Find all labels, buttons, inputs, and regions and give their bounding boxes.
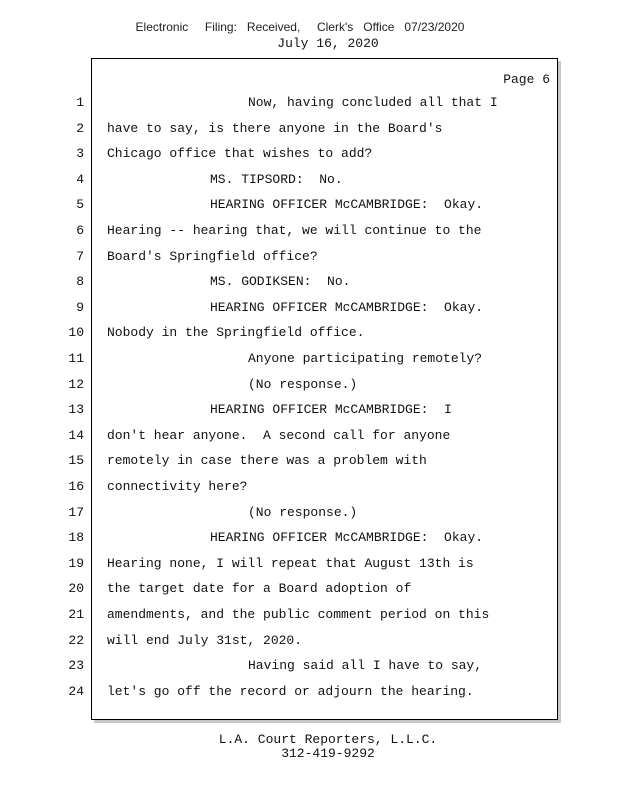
- transcript-line: Board's Springfield office?: [107, 249, 318, 264]
- transcript-line: HEARING OFFICER McCAMBRIDGE: Okay.: [210, 197, 484, 212]
- line-number: 11: [68, 351, 84, 366]
- transcript-line: HEARING OFFICER McCAMBRIDGE: Okay.: [210, 530, 484, 545]
- line-number: 14: [68, 428, 84, 443]
- transcript-line: the target date for a Board adoption of: [107, 581, 412, 596]
- line-number: 2: [76, 121, 84, 136]
- line-number: 22: [68, 633, 84, 648]
- line-number: 17: [68, 505, 84, 520]
- transcript-line: have to say, is there anyone in the Board's: [107, 121, 443, 136]
- line-number: 21: [68, 607, 84, 622]
- transcript-line: (No response.): [248, 505, 358, 520]
- reporter-phone: 312-419-9292: [281, 746, 375, 761]
- line-number: 13: [68, 402, 84, 417]
- line-number: 12: [68, 377, 84, 392]
- line-number: 4: [76, 172, 84, 187]
- transcript-line: will end July 31st, 2020.: [107, 633, 303, 648]
- page-number: Page 6: [503, 72, 550, 87]
- line-number: 6: [76, 223, 84, 238]
- transcript-line: Nobody in the Springfield office.: [107, 325, 365, 340]
- line-number: 20: [68, 581, 84, 596]
- transcript-line: don't hear anyone. A second call for anyone: [107, 428, 451, 443]
- transcript-line: let's go off the record or adjourn the hearing.: [107, 684, 474, 699]
- transcript-line: (No response.): [248, 377, 358, 392]
- transcript-line: HEARING OFFICER McCAMBRIDGE: I: [210, 402, 452, 417]
- line-number: 7: [76, 249, 84, 264]
- line-number: 10: [68, 325, 84, 340]
- transcript-line: Hearing none, I will repeat that August 13th is: [107, 556, 474, 571]
- transcript-line: remotely in case there was a problem with: [107, 453, 427, 468]
- transcript-date: July 16, 2020: [277, 36, 379, 51]
- filing-stamp: Electronic Filing: Received, Clerk's Office 07/23/2020: [135, 20, 465, 34]
- transcript-line: Hearing -- hearing that, we will continue to the: [107, 223, 482, 238]
- line-number: 15: [68, 453, 84, 468]
- line-number: 23: [68, 658, 84, 673]
- transcript-line: Now, having concluded all that I: [248, 95, 498, 110]
- transcript-line: MS. GODIKSEN: No.: [210, 274, 351, 289]
- transcript-line: HEARING OFFICER McCAMBRIDGE: Okay.: [210, 300, 484, 315]
- line-number: 9: [76, 300, 84, 315]
- line-number: 18: [68, 530, 84, 545]
- line-number: 8: [76, 274, 84, 289]
- footer: [0, 733, 618, 761]
- line-number: 5: [76, 197, 84, 212]
- line-number: 19: [68, 556, 84, 571]
- transcript-line: Having said all I have to say,: [248, 658, 483, 673]
- line-number: 24: [68, 684, 84, 699]
- line-number: 1: [76, 95, 84, 110]
- transcript-line: amendments, and the public comment period on this: [107, 607, 490, 622]
- transcript-line: connectivity here?: [107, 479, 248, 494]
- transcript-line: MS. TIPSORD: No.: [210, 172, 343, 187]
- line-number: 16: [68, 479, 84, 494]
- transcript-line: Anyone participating remotely?: [248, 351, 483, 366]
- transcript-line: Chicago office that wishes to add?: [107, 146, 373, 161]
- reporter-company: L.A. Court Reporters, L.L.C.: [218, 732, 438, 747]
- line-number: 3: [76, 146, 84, 161]
